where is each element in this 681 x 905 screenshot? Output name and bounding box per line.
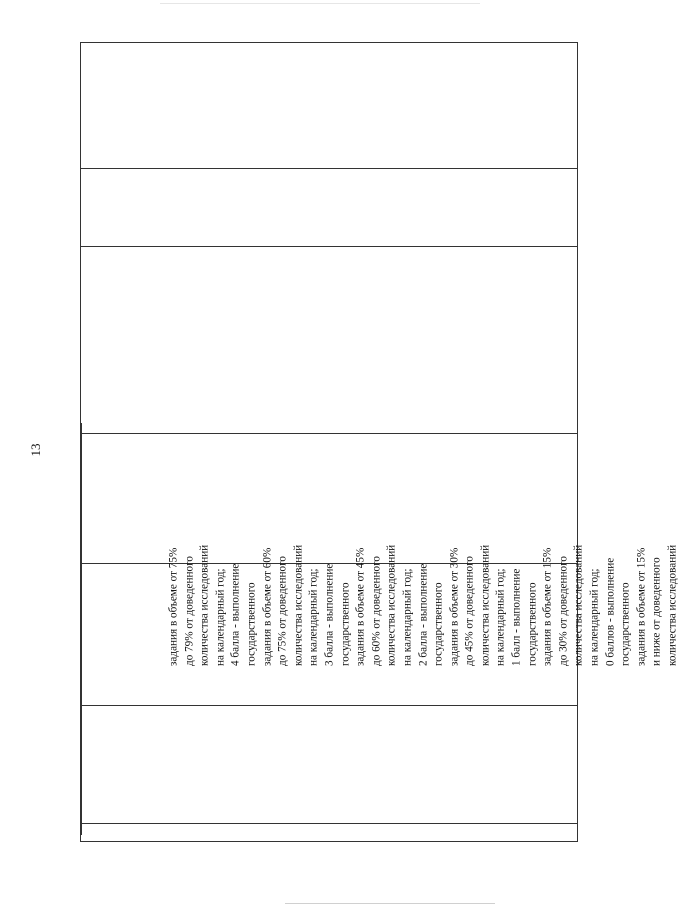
criteria-line: задания в объеме от 15%	[541, 547, 554, 666]
criteria-line: до 79% от доведенного	[183, 556, 196, 666]
criteria-line: государственного	[432, 582, 445, 666]
table-row-divider	[81, 823, 577, 824]
criteria-line: и ниже от доведенного	[651, 557, 664, 666]
criteria-line: на календарный год;	[214, 568, 227, 666]
scan-top-edge	[160, 3, 480, 4]
page-number: 13	[28, 443, 43, 457]
criteria-line: задания в объеме от 75%	[167, 547, 180, 666]
criteria-line: до 75% от доведенного	[276, 556, 289, 666]
table-row-divider	[81, 433, 577, 434]
criteria-line: 1 балл - выполнение	[510, 568, 523, 666]
criteria-line: 2 балла - выполнение	[417, 563, 430, 666]
criteria-line: на календарный год;	[588, 568, 601, 666]
scan-bottom-edge	[285, 903, 495, 904]
table-row-divider	[81, 705, 577, 706]
criteria-line: количества исследований	[292, 544, 305, 666]
criteria-line: количества исследований	[666, 544, 679, 666]
table-col-divider	[81, 423, 82, 835]
criteria-line: до 45% от доведенного	[463, 556, 476, 666]
criteria-line: до 60% от доведенного	[370, 556, 383, 666]
criteria-line: 0 баллов - выполнение	[604, 557, 617, 666]
table-row-divider	[81, 563, 577, 564]
criteria-line: на календарный год;	[495, 568, 508, 666]
criteria-line: задания в объеме от 60%	[261, 547, 274, 666]
criteria-line: количества исследований	[573, 544, 586, 666]
criteria-line: до 30% от доведенного	[557, 556, 570, 666]
criteria-line: государственного	[619, 582, 632, 666]
criteria-line: задания в объеме от 30%	[448, 547, 461, 666]
criteria-line: государственного	[245, 582, 258, 666]
table-row-divider	[81, 168, 577, 169]
criteria-line: государственного	[339, 582, 352, 666]
criteria-line: на календарный год;	[308, 568, 321, 666]
criteria-table	[80, 42, 578, 842]
criteria-line: количества исследований	[386, 544, 399, 666]
criteria-line: количества исследований	[198, 544, 211, 666]
criteria-line: государственного	[526, 582, 539, 666]
criteria-line: 4 балла - выполнение	[230, 563, 243, 666]
criteria-line: 3 балла - выполнение	[323, 563, 336, 666]
criteria-line: задания в объеме от 45%	[354, 547, 367, 666]
criteria-line: количества исследований	[479, 544, 492, 666]
criteria-line: задания в объеме от 15%	[635, 547, 648, 666]
criteria-line: на календарный год;	[401, 568, 414, 666]
table-row-divider	[81, 246, 577, 247]
